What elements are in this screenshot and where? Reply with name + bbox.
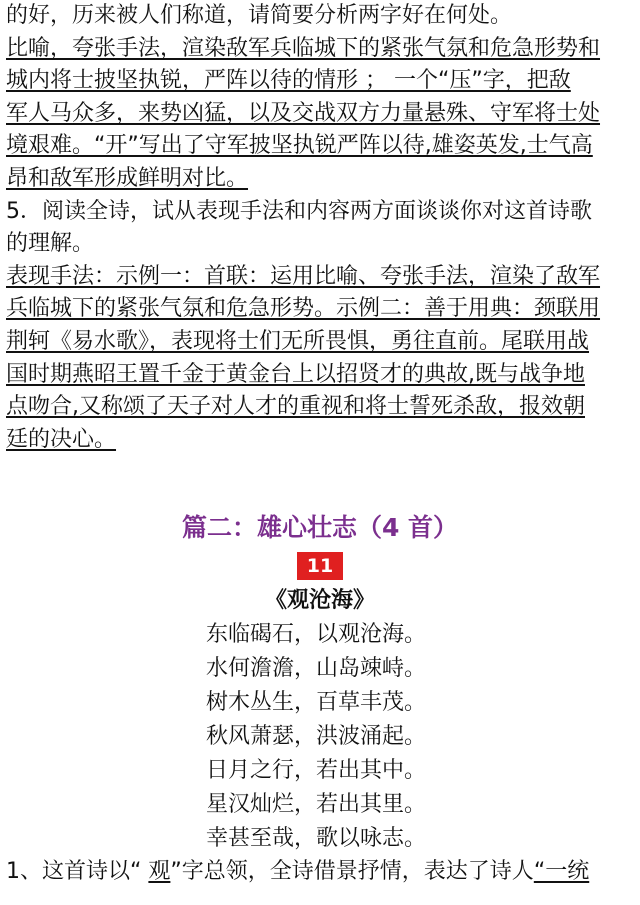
poem-line: 星汉灿烂，若出其里。 bbox=[206, 792, 427, 818]
answer-line: 点吻合,又称颂了天子对人才的重视和将士誓死杀敌，报效朝 bbox=[6, 394, 585, 420]
question-line bbox=[6, 856, 634, 888]
answer-line: 兵临城下的紧张气氛和危急形势。示例二：善于用典：颈联用 bbox=[6, 296, 601, 322]
section-title: 篇二：雄心壮志（4 首） bbox=[181, 513, 459, 543]
document-page bbox=[6, 0, 634, 888]
question-middle: ”字总领，全诗借景抒情，表达了诗人 bbox=[170, 859, 534, 885]
poem-line: 秋风萧瑟，洪波涌起。 bbox=[206, 724, 427, 750]
poem-line: 水何澹澹，山岛竦峙。 bbox=[206, 656, 427, 682]
answer-line: 廷的决心。 bbox=[6, 426, 117, 452]
answer-line: 国时期燕昭王置千金于黄金台上以招贤才的典故,既与战争地 bbox=[6, 361, 585, 387]
poem-line: 东临碣石，以观沧海。 bbox=[206, 622, 427, 648]
answer-line: 表现手法：示例一：首联：运用比喻、夸张手法，渲染了敌军 bbox=[6, 263, 601, 289]
poem-line: 树木丛生，百草丰茂。 bbox=[206, 690, 427, 716]
answer-line: 城内将士披坚执锐，严阵以待的情形 ； 一个“压”字，把敌 bbox=[6, 68, 571, 94]
question-line: 的好，历来被人们称道，请简要分析两字好在何处。 bbox=[6, 3, 513, 28]
spacer bbox=[6, 456, 634, 506]
poem-title: 《观沧海》 bbox=[264, 588, 375, 614]
question-line: 5．阅读全诗，试从表现手法和内容两方面谈谈你对这首诗歌 bbox=[6, 198, 592, 224]
question-keyword: 观 bbox=[148, 859, 171, 885]
answer-line: 境艰难。“开”写出了守军披坚执锐严阵以待,雄姿英发,士气高 bbox=[6, 133, 593, 159]
poem-line: 幸甚至哉，歌以咏志。 bbox=[206, 826, 427, 852]
answer-line: 荆轲《易水歌》，表现将士们无所畏惧，勇往直前。尾联用战 bbox=[6, 328, 590, 354]
answer-line: 比喻，夸张手法，渲染敌军兵临城下的紧张气氛和危急形势和 bbox=[6, 35, 601, 61]
answer-line: 昂和敌军形成鲜明对比。 bbox=[6, 165, 249, 191]
poem-line: 日月之行，若出其中。 bbox=[206, 758, 427, 784]
answer-line: 军人马众多，来势凶猛，以及交战双方力量悬殊、守军将士处 bbox=[6, 100, 601, 126]
badge-row bbox=[6, 552, 634, 584]
question-line: 的理解。 bbox=[6, 231, 95, 257]
question-tail: “一统 bbox=[533, 859, 590, 885]
question-prefix: 1、这首诗以“ bbox=[6, 859, 149, 885]
poem-number-badge: 11 bbox=[297, 552, 343, 580]
